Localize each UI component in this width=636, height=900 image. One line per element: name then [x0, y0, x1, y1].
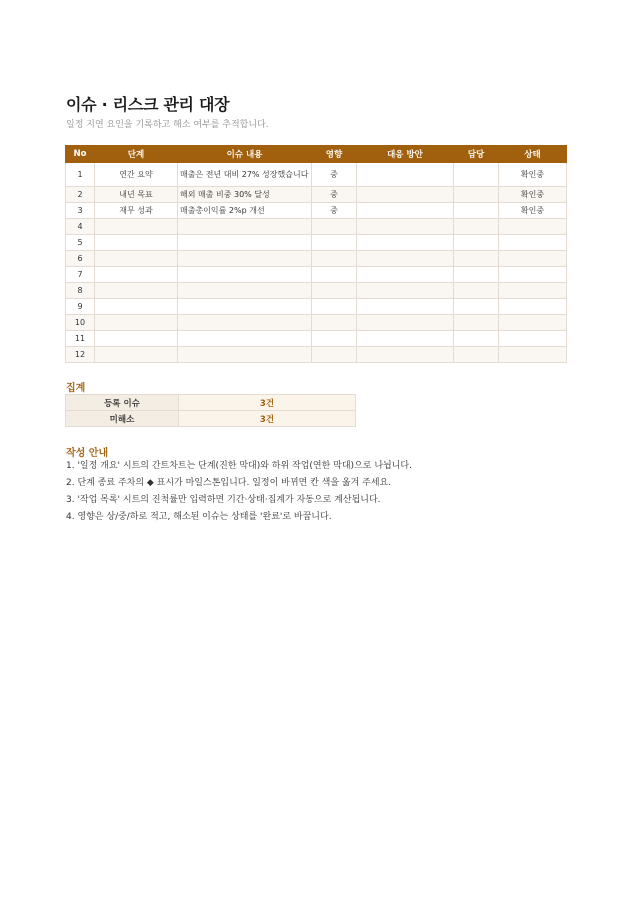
cell-response: [357, 251, 454, 267]
cell-stage: [95, 283, 178, 299]
cell-no: 11: [66, 331, 95, 347]
cell-impact: [312, 331, 357, 347]
cell-no: 6: [66, 251, 95, 267]
issue-table: [65, 145, 567, 363]
cell-impact: [312, 251, 357, 267]
cell-stage: [95, 251, 178, 267]
summary-table: [65, 394, 356, 427]
summary-row: [66, 411, 356, 427]
cell-impact: [312, 347, 357, 363]
cell-status: [499, 251, 567, 267]
table-row: [66, 235, 567, 251]
cell-no: 10: [66, 315, 95, 331]
cell-stage: 내년 목표: [95, 187, 178, 203]
header-impact: 영향: [312, 146, 357, 163]
cell-stage: 재무 성과: [95, 203, 178, 219]
cell-issue: [178, 251, 312, 267]
cell-response: [357, 187, 454, 203]
table-row: [66, 331, 567, 347]
cell-impact: [312, 299, 357, 315]
header-owner: 담당: [454, 146, 499, 163]
cell-owner: [454, 219, 499, 235]
cell-no: 1: [66, 163, 95, 187]
cell-impact: 중: [312, 203, 357, 219]
cell-response: [357, 347, 454, 363]
cell-status: [499, 283, 567, 299]
cell-status: [499, 219, 567, 235]
guide-list: [66, 460, 412, 528]
cell-response: [357, 299, 454, 315]
guide-title: 작성 안내: [66, 448, 109, 459]
table-row: [66, 251, 567, 267]
cell-response: [357, 235, 454, 251]
cell-stage: [95, 219, 178, 235]
cell-response: [357, 163, 454, 187]
cell-stage: [95, 299, 178, 315]
guide-item: 2. 단계 종료 주차의 ◆ 표시가 마일스톤입니다. 일정이 바뀌면 칸 색을 옮겨 주세요.: [66, 478, 392, 488]
cell-response: [357, 331, 454, 347]
cell-response: [357, 203, 454, 219]
cell-no: 12: [66, 347, 95, 363]
cell-no: 9: [66, 299, 95, 315]
table-row: [66, 163, 567, 187]
cell-status: [499, 235, 567, 251]
header-issue: 이슈 내용: [178, 146, 312, 163]
summary-value: 3건: [179, 411, 356, 427]
header-stage: 단계: [95, 146, 178, 163]
cell-response: [357, 315, 454, 331]
table-row: [66, 203, 567, 219]
summary-title: 집계: [66, 383, 86, 394]
cell-stage: [95, 267, 178, 283]
table-row: [66, 267, 567, 283]
summary-label: 등록 이슈: [66, 395, 179, 411]
cell-response: [357, 283, 454, 299]
table-row: [66, 283, 567, 299]
cell-stage: [95, 315, 178, 331]
cell-stage: [95, 235, 178, 251]
cell-impact: [312, 219, 357, 235]
cell-no: 5: [66, 235, 95, 251]
cell-status: 확인중: [499, 203, 567, 219]
cell-impact: 중: [312, 187, 357, 203]
cell-issue: [178, 315, 312, 331]
cell-owner: [454, 299, 499, 315]
cell-issue: 매출총이익률 2%p 개선: [178, 203, 312, 219]
cell-response: [357, 219, 454, 235]
cell-owner: [454, 331, 499, 347]
cell-impact: 중: [312, 163, 357, 187]
guide-item: 4. 영향은 상/중/하로 적고, 해소된 이슈는 상태를 '완료'로 바꿉니다.: [66, 512, 332, 522]
cell-issue: 해외 매출 비중 30% 달성: [178, 187, 312, 203]
cell-status: [499, 331, 567, 347]
summary-value: 3건: [179, 395, 356, 411]
table-header-row: [66, 146, 567, 163]
cell-issue: [178, 299, 312, 315]
cell-owner: [454, 347, 499, 363]
cell-impact: [312, 315, 357, 331]
cell-status: [499, 267, 567, 283]
cell-no: 7: [66, 267, 95, 283]
cell-issue: 매출은 전년 대비 27% 성장했습니다: [178, 163, 312, 187]
table-row: [66, 299, 567, 315]
table-row: [66, 219, 567, 235]
header-response: 대응 방안: [357, 146, 454, 163]
cell-status: 확인중: [499, 163, 567, 187]
cell-owner: [454, 315, 499, 331]
summary-row: [66, 395, 356, 411]
cell-owner: [454, 187, 499, 203]
cell-stage: [95, 331, 178, 347]
cell-stage: [95, 347, 178, 363]
header-status: 상태: [499, 146, 567, 163]
cell-impact: [312, 283, 357, 299]
cell-issue: [178, 331, 312, 347]
cell-owner: [454, 235, 499, 251]
cell-issue: [178, 267, 312, 283]
cell-status: [499, 299, 567, 315]
cell-impact: [312, 267, 357, 283]
cell-owner: [454, 163, 499, 187]
cell-no: 8: [66, 283, 95, 299]
cell-status: [499, 315, 567, 331]
header-no: No: [66, 146, 95, 163]
cell-issue: [178, 283, 312, 299]
cell-no: 4: [66, 219, 95, 235]
cell-owner: [454, 283, 499, 299]
cell-owner: [454, 267, 499, 283]
cell-status: [499, 347, 567, 363]
cell-no: 2: [66, 187, 95, 203]
cell-impact: [312, 235, 357, 251]
cell-issue: [178, 219, 312, 235]
cell-issue: [178, 347, 312, 363]
cell-issue: [178, 235, 312, 251]
page-title: 이슈 · 리스크 관리 대장: [66, 95, 230, 114]
table-row: [66, 315, 567, 331]
cell-owner: [454, 251, 499, 267]
cell-no: 3: [66, 203, 95, 219]
cell-owner: [454, 203, 499, 219]
cell-status: 확인중: [499, 187, 567, 203]
summary-label: 미해소: [66, 411, 179, 427]
table-row: [66, 347, 567, 363]
guide-item: 1. '일정 개요' 시트의 간트차트는 단계(진한 막대)와 하위 작업(연한 막대)으로 나뉩니다.: [66, 461, 412, 471]
cell-response: [357, 267, 454, 283]
cell-stage: 연간 요약: [95, 163, 178, 187]
guide-item: 3. '작업 목록' 시트의 진척률만 입력하면 기간·상태·집계가 자동으로 계산됩니다.: [66, 495, 381, 505]
table-row: [66, 187, 567, 203]
page-subtitle: 일정 지연 요인을 기록하고 해소 여부를 추적합니다.: [66, 120, 269, 130]
